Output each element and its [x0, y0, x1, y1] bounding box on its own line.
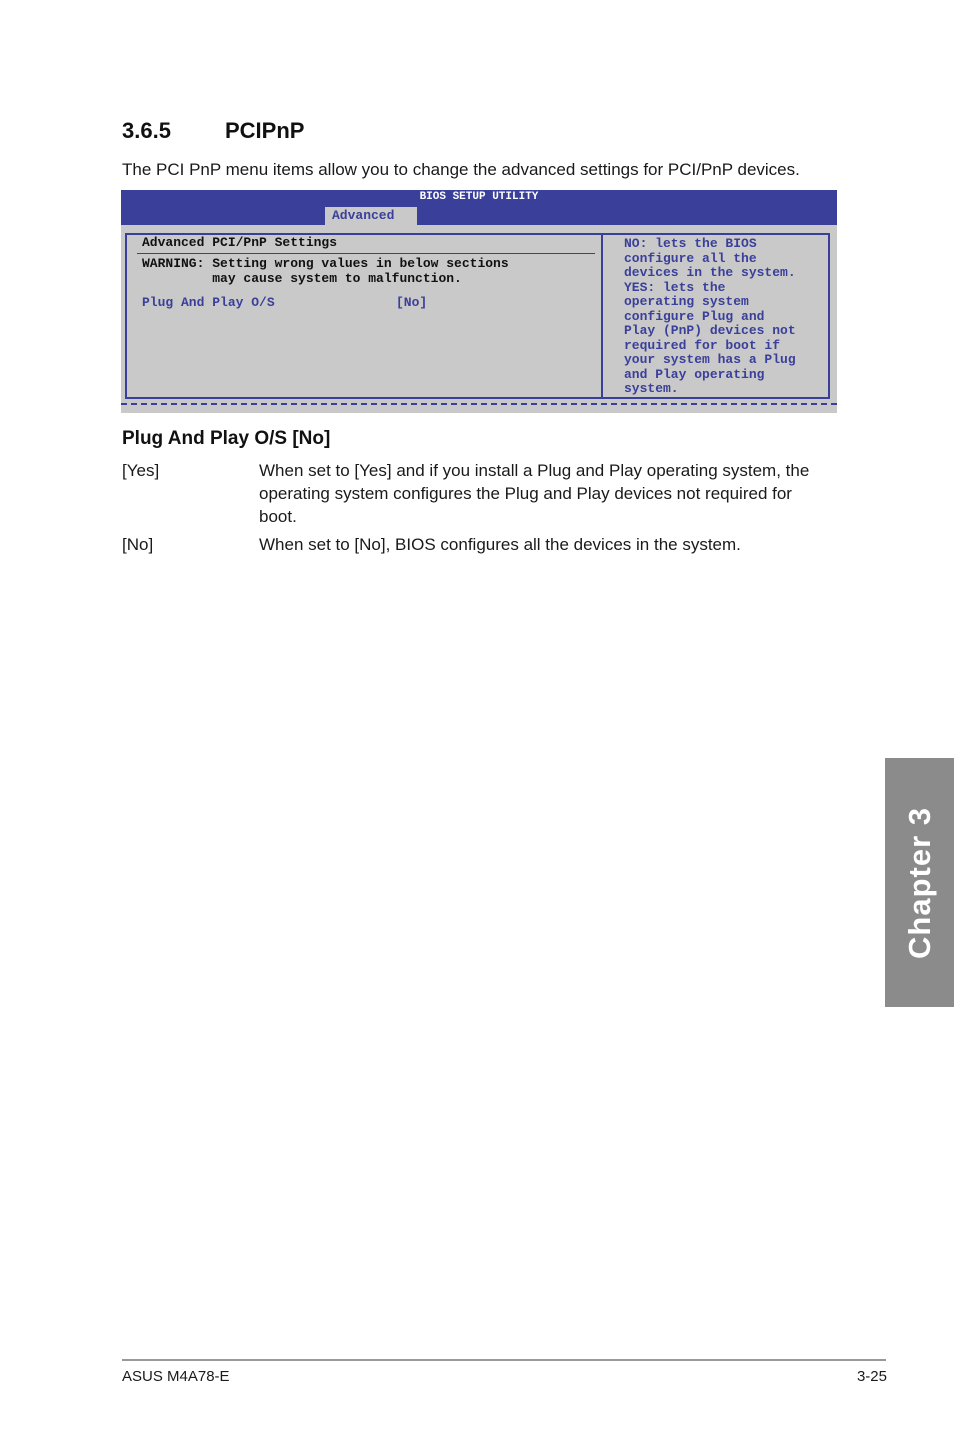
bios-panel-divider: [601, 233, 603, 399]
section-heading: [122, 118, 304, 144]
footer-page-number: 3-25: [856, 1368, 887, 1385]
option-row-yes: [122, 459, 829, 529]
help-line: your system has a Plug: [624, 352, 796, 367]
help-line: configure Plug and: [624, 308, 765, 324]
section-title: PCIPnP: [225, 118, 305, 143]
item-heading: Plug And Play O/S [No]: [122, 428, 331, 449]
bios-settings-underline: [137, 253, 595, 254]
chapter-tab: [885, 758, 954, 1007]
bios-warning: WARNING: Setting wrong values in below sections may cause system to malfunction.: [142, 256, 509, 286]
option-term: [Yes]: [122, 461, 160, 480]
option-row-no: [122, 533, 829, 556]
help-line: NO: lets the BIOS: [624, 236, 757, 251]
option-description: When set to [Yes] and if you install a Plug and Play operating system, the operating system configures the Plug and Play devices not required for boot.: [259, 461, 810, 526]
help-line: YES: lets the: [624, 279, 726, 295]
help-line: operating system: [624, 294, 749, 309]
section-number: 3.6.5: [122, 118, 171, 143]
bios-screenshot: [121, 190, 837, 413]
bios-dashed-border: [121, 403, 837, 405]
footer-rule: [122, 1359, 886, 1361]
bios-settings-title: Advanced PCI/PnP Settings: [142, 235, 338, 250]
option-term: [No]: [122, 535, 154, 554]
bios-help-text: [624, 237, 829, 397]
help-line: Play (PnP) devices not: [624, 323, 796, 338]
chapter-label: Chapter 3: [901, 806, 937, 959]
intro-paragraph: The PCI PnP menu items allow you to change the advanced settings for PCI/PnP devices.: [122, 160, 800, 179]
plug-and-play-os-option[interactable]: Plug And Play O/S: [142, 295, 275, 310]
help-line: and Play operating: [624, 366, 765, 382]
bios-title: BIOS SETUP UTILITY: [419, 191, 539, 203]
help-line: system.: [624, 381, 679, 396]
plug-and-play-os-value[interactable]: [No]: [396, 295, 428, 310]
help-line: devices in the system.: [624, 265, 796, 280]
tab-advanced[interactable]: Advanced: [325, 207, 417, 225]
help-line: configure all the: [624, 250, 757, 266]
footer-product: ASUS M4A78-E: [122, 1368, 230, 1385]
option-description: When set to [No], BIOS configures all the devices in the system.: [259, 535, 741, 554]
help-line: required for boot if: [624, 337, 781, 353]
